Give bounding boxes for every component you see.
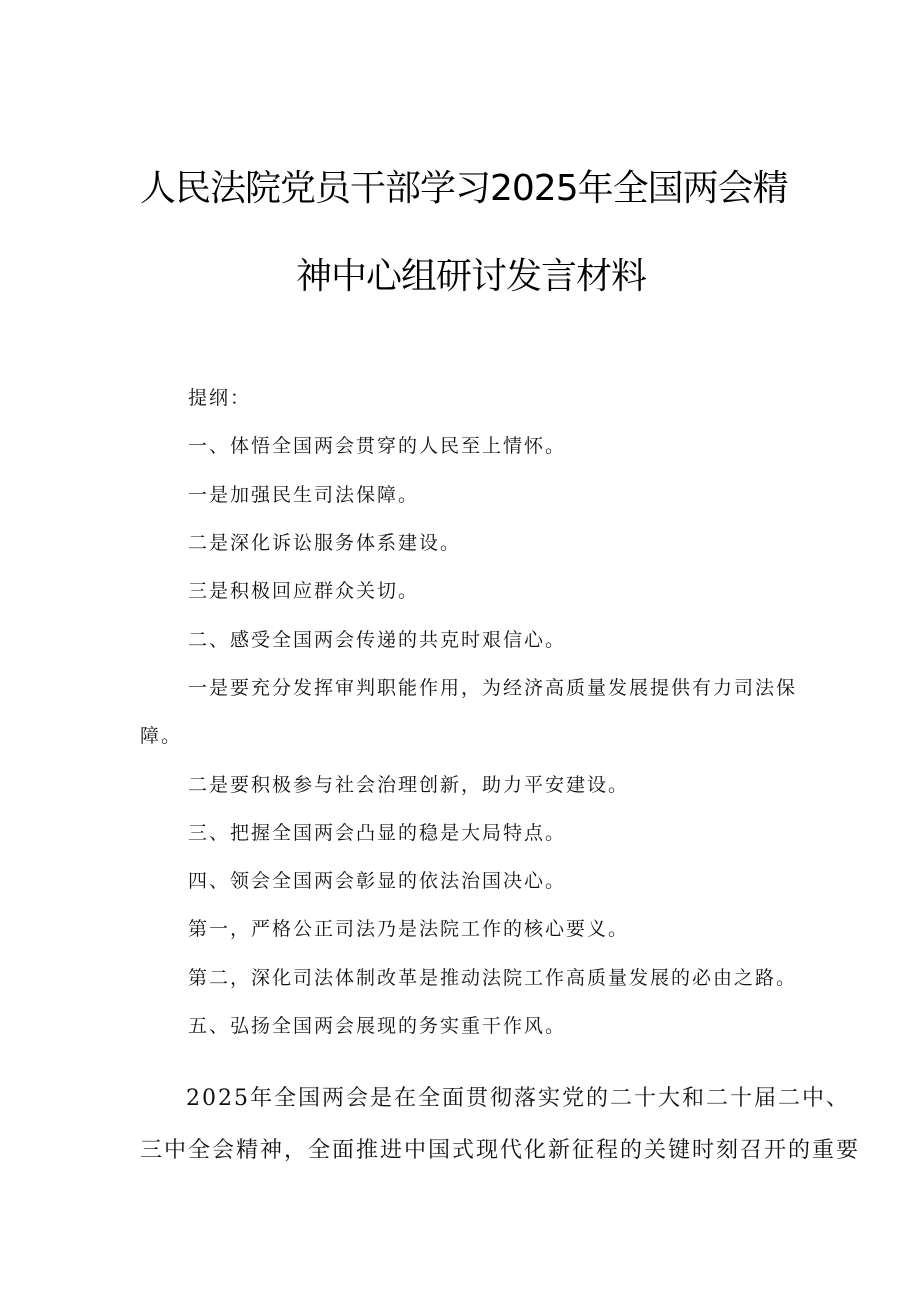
outline-item: 障。 [140,725,183,747]
body-paragraph-line-1: 2025年全国两会是在全面贯彻落实党的二十大和二十届二中、 [186,1086,850,1111]
outline-item: 三、把握全国两会凸显的稳是大局特点。 [188,822,567,844]
outline-item: 一是加强民生司法保障。 [188,484,420,506]
outline-heading: 提纲： [188,387,252,409]
outline-item: 四、领会全国两会彰显的依法治国决心。 [188,870,567,892]
outline-item: 一是要充分发挥审判职能作用，为经济高质量发展提供有力司法保 [188,677,798,699]
outline-item: 第二，深化司法体制改革是推动法院工作高质量发展的必由之路。 [188,967,798,989]
outline-item: 五、弘扬全国两会展现的务实重干作风。 [188,1015,567,1037]
outline-item: 三是积极回应群众关切。 [188,580,420,602]
outline-item: 第一，严格公正司法乃是法院工作的核心要义。 [188,918,630,940]
outline-item: 二是深化诉讼服务体系建设。 [188,532,462,554]
outline-item: 一、体悟全国两会贯穿的人民至上情怀。 [188,435,567,457]
document-title-line-2: 神中心组研讨发言材料 [296,256,647,297]
outline-item: 二是要积极参与社会治理创新，助力平安建设。 [188,774,630,796]
document-title-line-1: 人民法院党员干部学习2025年全国两会精 [140,168,788,209]
body-paragraph-line-2: 三中全会精神，全面推进中国式现代化新征程的关键时刻召开的重要 [140,1138,861,1163]
outline-item: 二、感受全国两会传递的共克时艰信心。 [188,629,567,651]
